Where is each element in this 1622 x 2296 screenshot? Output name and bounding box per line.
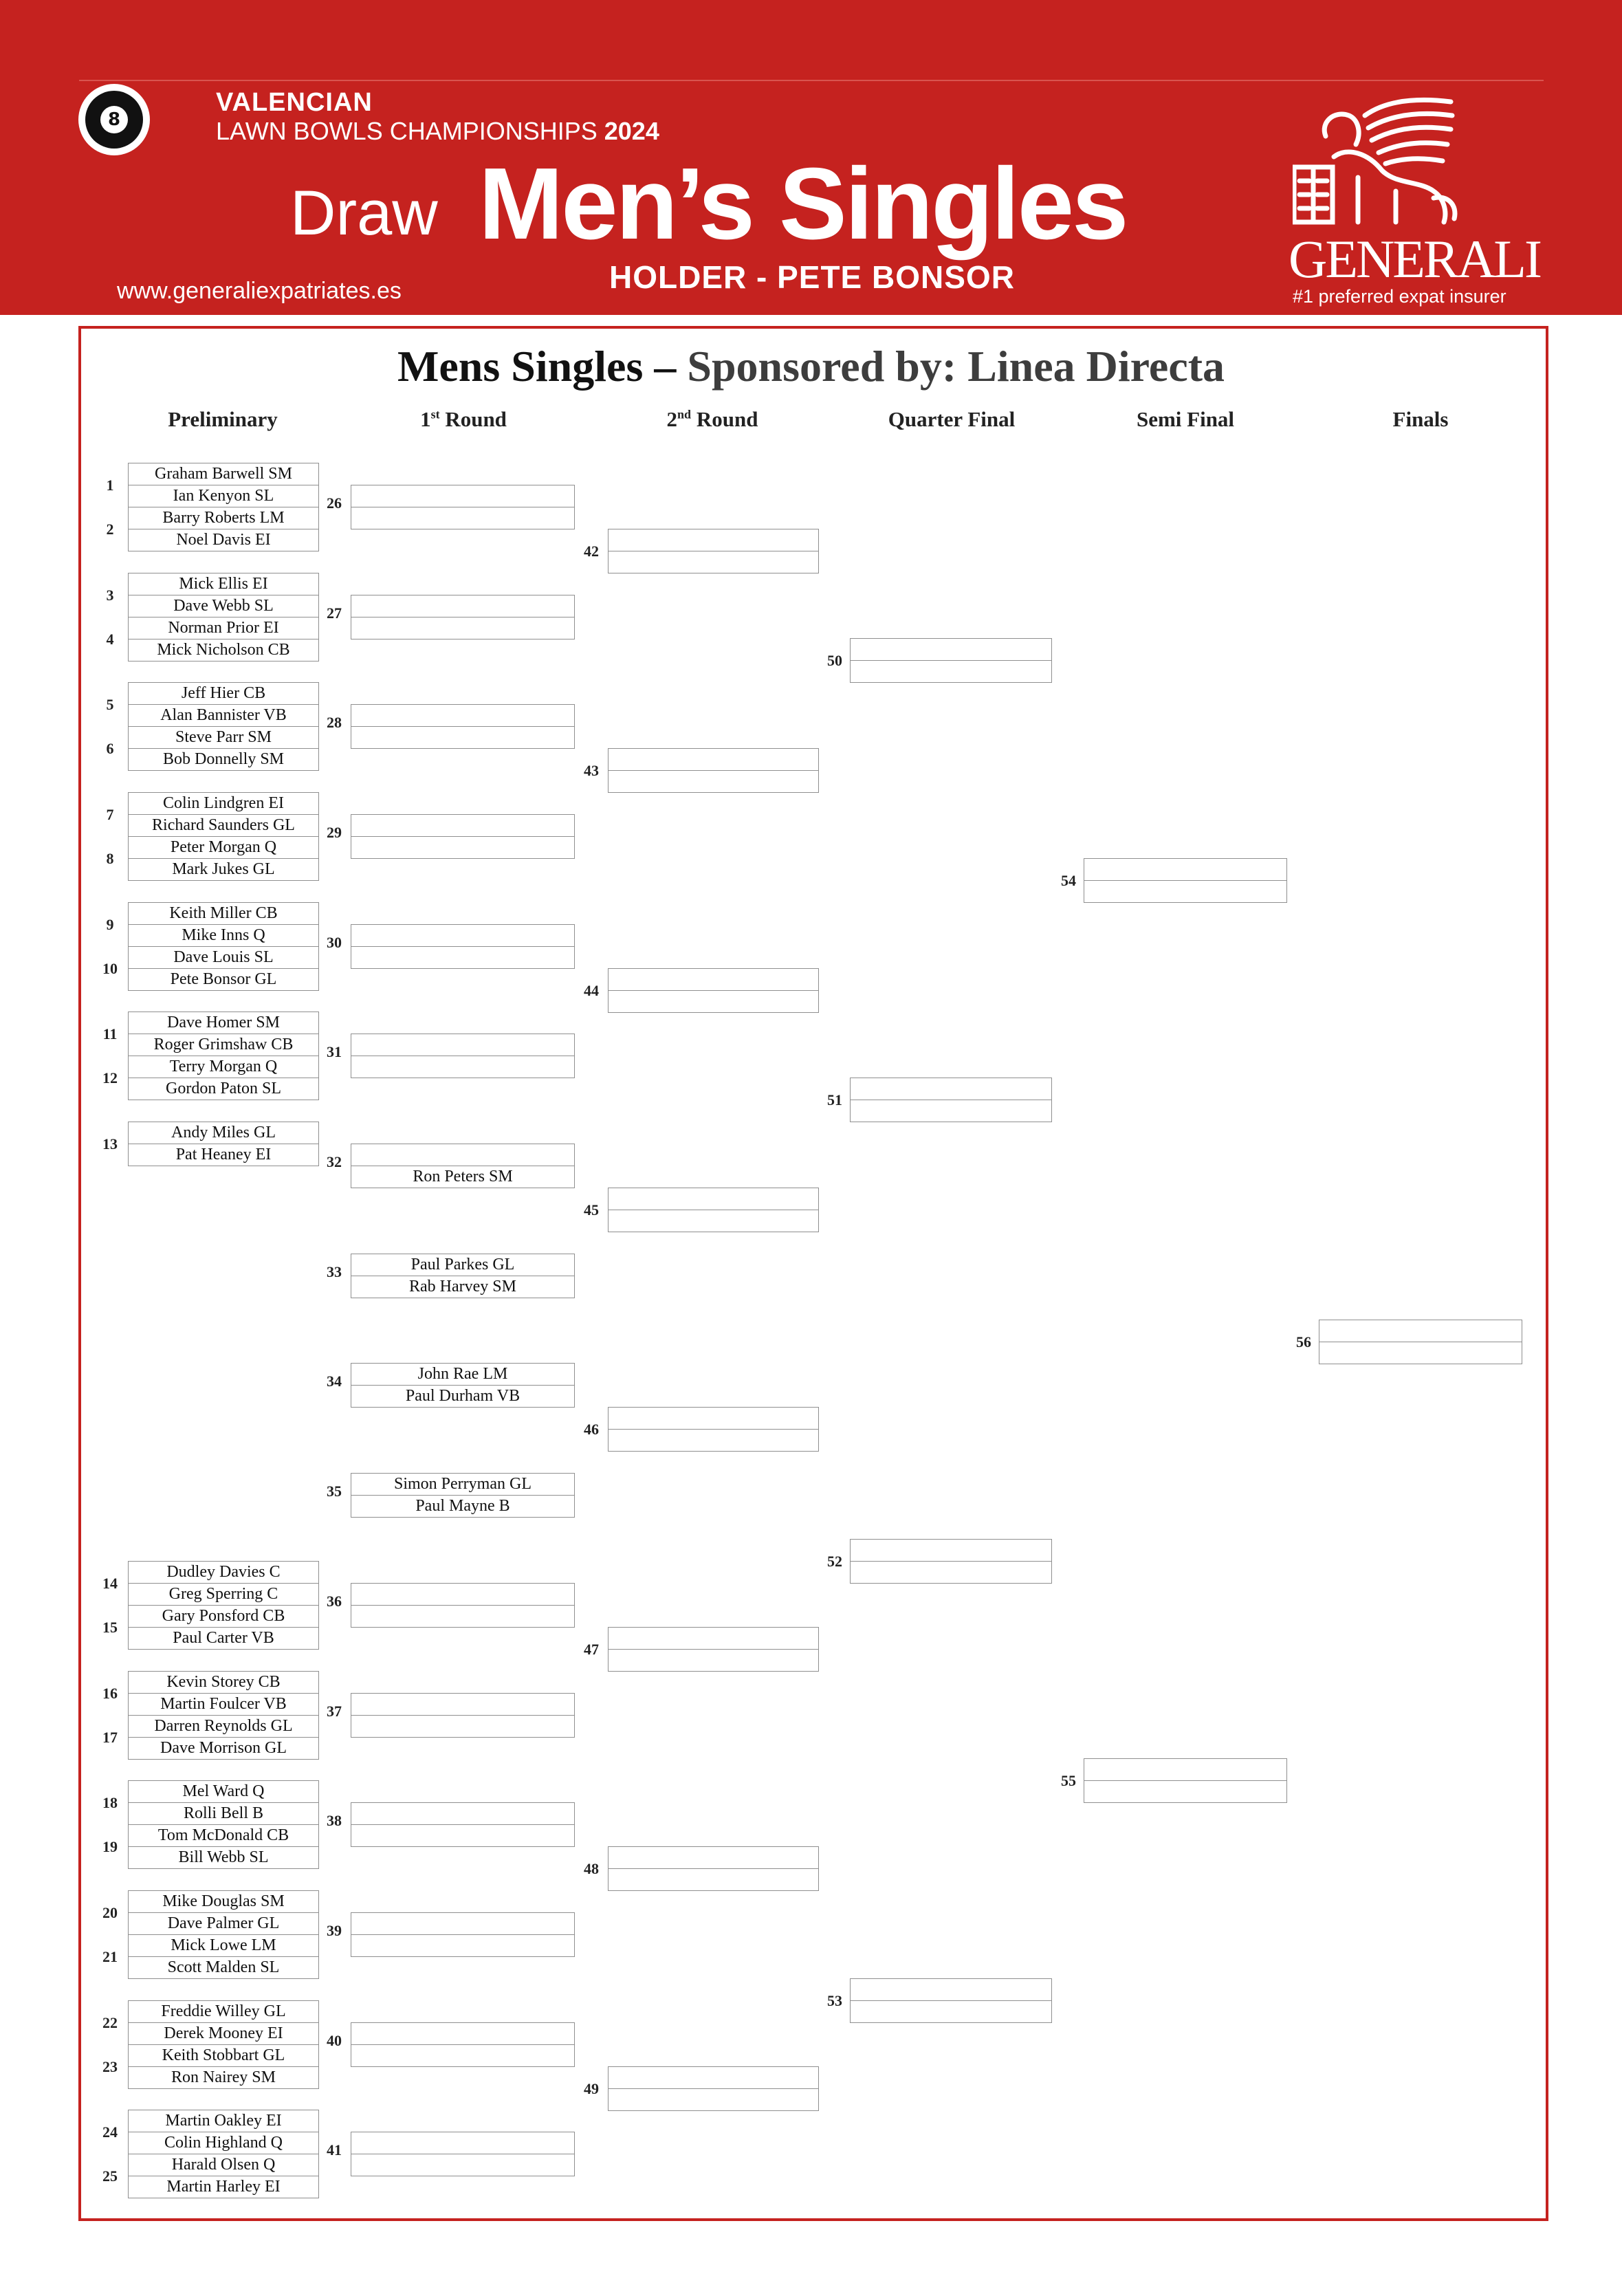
preliminary-player-slot: Graham Barwell SM bbox=[128, 463, 319, 485]
round1-empty-slot bbox=[351, 507, 575, 529]
sponsor-text: Sponsored by: Linea Directa bbox=[687, 342, 1225, 391]
ball-number: 8 bbox=[100, 106, 128, 133]
quarter-final-empty-slot bbox=[850, 2000, 1052, 2023]
preliminary-player-slot: Dave Morrison GL bbox=[128, 1737, 319, 1760]
round1-match-number: 28 bbox=[327, 714, 342, 731]
semi-final-empty-slot bbox=[1084, 858, 1287, 881]
column-header-quarter-final: Quarter Final bbox=[888, 407, 1016, 431]
round1-match-number: 33 bbox=[327, 1263, 342, 1280]
preliminary-player-slot: Mick Ellis EI bbox=[128, 573, 319, 595]
round2-match-number: 43 bbox=[584, 762, 599, 779]
bowls-ball-icon bbox=[78, 84, 150, 155]
preliminary-match-number: 15 bbox=[102, 1619, 118, 1636]
round1-match-number: 35 bbox=[327, 1483, 342, 1500]
preliminary-player-slot: Dave Homer SM bbox=[128, 1012, 319, 1034]
header-divider bbox=[79, 80, 1544, 81]
round1-empty-slot bbox=[351, 924, 575, 947]
round2-empty-slot bbox=[608, 1627, 819, 1650]
quarter-final-match-number: 53 bbox=[827, 1992, 842, 2009]
round1-player-slot: Simon Perryman GL bbox=[351, 1473, 575, 1496]
preliminary-match-number: 14 bbox=[102, 1575, 118, 1592]
column-header-round2: 2nd Round bbox=[666, 407, 758, 431]
preliminary-player-slot: Mick Nicholson CB bbox=[128, 639, 319, 662]
round1-empty-slot bbox=[351, 946, 575, 969]
preliminary-match-number: 1 bbox=[106, 477, 114, 494]
final-empty-slot bbox=[1319, 1342, 1522, 1364]
column-header-preliminary: Preliminary bbox=[168, 407, 278, 431]
preliminary-player-slot: Harald Olsen Q bbox=[128, 2154, 319, 2176]
quarter-final-empty-slot bbox=[850, 638, 1052, 661]
draw-label: Draw bbox=[290, 178, 438, 248]
round1-match-number: 38 bbox=[327, 1812, 342, 1829]
round2-empty-slot bbox=[608, 990, 819, 1013]
column-header-round1: 1st Round bbox=[420, 407, 507, 431]
quarter-final-empty-slot bbox=[850, 660, 1052, 683]
round2-match-number: 46 bbox=[584, 1421, 599, 1438]
round1-player-slot: John Rae LM bbox=[351, 1363, 575, 1386]
round2-empty-slot bbox=[608, 2088, 819, 2111]
preliminary-player-slot: Bob Donnelly SM bbox=[128, 748, 319, 771]
preliminary-player-slot: Peter Morgan Q bbox=[128, 836, 319, 859]
preliminary-player-slot: Jeff Hier CB bbox=[128, 682, 319, 705]
preliminary-match-number: 8 bbox=[106, 850, 114, 867]
round1-empty-slot bbox=[351, 814, 575, 837]
round1-empty-slot bbox=[351, 1715, 575, 1738]
round1-empty-slot bbox=[351, 1824, 575, 1847]
preliminary-player-slot: Martin Oakley EI bbox=[128, 2110, 319, 2132]
preliminary-player-slot: Roger Grimshaw CB bbox=[128, 1034, 319, 1056]
round2-empty-slot bbox=[608, 1210, 819, 1232]
round2-match-number: 45 bbox=[584, 1201, 599, 1218]
championship-subtitle: LAWN BOWLS CHAMPIONSHIPS 2024 bbox=[216, 117, 659, 145]
preliminary-player-slot: Freddie Willey GL bbox=[128, 2000, 319, 2023]
round1-player-slot: Paul Parkes GL bbox=[351, 1254, 575, 1276]
winged-lion-logo-icon bbox=[1293, 95, 1465, 232]
round1-player-slot: Paul Durham VB bbox=[351, 1385, 575, 1408]
round1-match-number: 29 bbox=[327, 824, 342, 841]
preliminary-player-slot: Keith Miller CB bbox=[128, 902, 319, 925]
holder-text: HOLDER - PETE BONSOR bbox=[609, 259, 1015, 295]
preliminary-player-slot: Noel Davis EI bbox=[128, 529, 319, 551]
preliminary-match-number: 11 bbox=[102, 1025, 118, 1042]
preliminary-player-slot: Mel Ward Q bbox=[128, 1780, 319, 1803]
preliminary-player-slot: Terry Morgan Q bbox=[128, 1056, 319, 1078]
round2-match-number: 49 bbox=[584, 2080, 599, 2097]
preliminary-match-number: 10 bbox=[102, 960, 118, 977]
preliminary-player-slot: Mike Douglas SM bbox=[128, 1890, 319, 1913]
round2-empty-slot bbox=[608, 2066, 819, 2089]
round2-empty-slot bbox=[608, 1649, 819, 1672]
round1-player-slot: Paul Mayne B bbox=[351, 1495, 575, 1518]
brand-tagline: #1 preferred expat insurer bbox=[1293, 286, 1506, 307]
preliminary-match-number: 12 bbox=[102, 1069, 118, 1086]
preliminary-player-slot: Ron Nairey SM bbox=[128, 2066, 319, 2089]
round2-empty-slot bbox=[608, 770, 819, 793]
preliminary-match-number: 13 bbox=[102, 1135, 118, 1152]
header-banner bbox=[0, 0, 1622, 315]
semi-final-empty-slot bbox=[1084, 1758, 1287, 1781]
preliminary-player-slot: Keith Stobbart GL bbox=[128, 2044, 319, 2067]
preliminary-player-slot: Dudley Davies C bbox=[128, 1561, 319, 1584]
semi-final-match-number: 55 bbox=[1061, 1772, 1076, 1789]
website-url: www.generaliexpatriates.es bbox=[117, 278, 402, 304]
round1-match-number: 30 bbox=[327, 934, 342, 951]
brand-wordmark: GENERALI bbox=[1289, 229, 1540, 289]
round2-match-number: 47 bbox=[584, 1641, 599, 1658]
preliminary-player-slot: Mike Inns Q bbox=[128, 924, 319, 947]
preliminary-match-number: 18 bbox=[102, 1794, 118, 1811]
preliminary-player-slot: Dave Palmer GL bbox=[128, 1912, 319, 1935]
preliminary-match-number: 21 bbox=[102, 1948, 118, 1965]
preliminary-player-slot: Martin Harley EI bbox=[128, 2176, 319, 2198]
final-empty-slot bbox=[1319, 1320, 1522, 1342]
final-match-number: 56 bbox=[1296, 1333, 1311, 1351]
preliminary-match-number: 20 bbox=[102, 1904, 118, 1921]
preliminary-player-slot: Paul Carter VB bbox=[128, 1627, 319, 1650]
preliminary-player-slot: Pat Heaney EI bbox=[128, 1144, 319, 1166]
preliminary-match-number: 24 bbox=[102, 2123, 118, 2141]
championship-year: 2024 bbox=[604, 117, 659, 145]
preliminary-match-number: 25 bbox=[102, 2167, 118, 2185]
preliminary-match-number: 3 bbox=[106, 587, 114, 604]
quarter-final-empty-slot bbox=[850, 1561, 1052, 1584]
preliminary-player-slot: Alan Bannister VB bbox=[128, 704, 319, 727]
quarter-final-match-number: 51 bbox=[827, 1091, 842, 1108]
round2-match-number: 42 bbox=[584, 543, 599, 560]
preliminary-match-number: 23 bbox=[102, 2058, 118, 2075]
preliminary-player-slot: Rolli Bell B bbox=[128, 1802, 319, 1825]
round1-player-slot: Rab Harvey SM bbox=[351, 1276, 575, 1298]
round1-empty-slot bbox=[351, 485, 575, 507]
round1-empty-slot bbox=[351, 1934, 575, 1957]
round1-empty-slot bbox=[351, 1034, 575, 1056]
round1-match-number: 39 bbox=[327, 1922, 342, 1939]
round2-empty-slot bbox=[608, 551, 819, 573]
round1-match-number: 27 bbox=[327, 604, 342, 622]
preliminary-match-number: 17 bbox=[102, 1729, 118, 1746]
preliminary-match-number: 5 bbox=[106, 696, 114, 713]
round2-empty-slot bbox=[608, 529, 819, 551]
preliminary-player-slot: Gary Ponsford CB bbox=[128, 1605, 319, 1628]
round2-empty-slot bbox=[608, 1429, 819, 1452]
round1-player-slot: Ron Peters SM bbox=[351, 1166, 575, 1188]
event-title: Men’s Singles bbox=[479, 147, 1127, 261]
quarter-final-match-number: 50 bbox=[827, 652, 842, 669]
preliminary-player-slot: Scott Malden SL bbox=[128, 1956, 319, 1979]
column-header-finals: Finals bbox=[1392, 407, 1449, 431]
preliminary-player-slot: Tom McDonald CB bbox=[128, 1824, 319, 1847]
preliminary-player-slot: Dave Webb SL bbox=[128, 595, 319, 617]
round1-empty-slot bbox=[351, 2044, 575, 2067]
preliminary-player-slot: Steve Parr SM bbox=[128, 726, 319, 749]
round1-empty-slot bbox=[351, 2154, 575, 2176]
preliminary-player-slot: Barry Roberts LM bbox=[128, 507, 319, 529]
round1-match-number: 31 bbox=[327, 1043, 342, 1060]
preliminary-player-slot: Mick Lowe LM bbox=[128, 1934, 319, 1957]
round1-match-number: 36 bbox=[327, 1593, 342, 1610]
round1-empty-slot bbox=[351, 2022, 575, 2045]
round1-empty-slot bbox=[351, 1802, 575, 1825]
preliminary-player-slot: Pete Bonsor GL bbox=[128, 968, 319, 991]
semi-final-match-number: 54 bbox=[1061, 872, 1076, 889]
round1-empty-slot bbox=[351, 1605, 575, 1628]
preliminary-match-number: 16 bbox=[102, 1685, 118, 1702]
preliminary-player-slot: Bill Webb SL bbox=[128, 1846, 319, 1869]
preliminary-player-slot: Colin Lindgren EI bbox=[128, 792, 319, 815]
preliminary-player-slot: Richard Saunders GL bbox=[128, 814, 319, 837]
preliminary-player-slot: Gordon Paton SL bbox=[128, 1078, 319, 1100]
preliminary-player-slot: Mark Jukes GL bbox=[128, 858, 319, 881]
quarter-final-match-number: 52 bbox=[827, 1553, 842, 1570]
round2-empty-slot bbox=[608, 1868, 819, 1891]
round2-empty-slot bbox=[608, 748, 819, 771]
round2-empty-slot bbox=[608, 1846, 819, 1869]
round1-empty-slot bbox=[351, 836, 575, 859]
preliminary-player-slot: Andy Miles GL bbox=[128, 1122, 319, 1144]
round1-empty-slot bbox=[351, 1583, 575, 1606]
round1-match-number: 37 bbox=[327, 1703, 342, 1720]
column-header-semi-final: Semi Final bbox=[1136, 407, 1235, 431]
preliminary-player-slot: Dave Louis SL bbox=[128, 946, 319, 969]
round1-empty-slot bbox=[351, 1144, 575, 1166]
round1-empty-slot bbox=[351, 617, 575, 639]
preliminary-player-slot: Derek Mooney EI bbox=[128, 2022, 319, 2045]
semi-final-empty-slot bbox=[1084, 880, 1287, 903]
preliminary-match-number: 7 bbox=[106, 806, 114, 823]
round2-empty-slot bbox=[608, 968, 819, 991]
document-title: Mens Singles – Sponsored by: Linea Directa bbox=[397, 342, 1225, 391]
round2-empty-slot bbox=[608, 1407, 819, 1430]
round1-empty-slot bbox=[351, 704, 575, 727]
preliminary-match-number: 6 bbox=[106, 740, 114, 757]
championship-name: VALENCIAN bbox=[216, 88, 373, 117]
preliminary-player-slot: Kevin Storey CB bbox=[128, 1671, 319, 1694]
preliminary-player-slot: Greg Sperring C bbox=[128, 1583, 319, 1606]
round1-empty-slot bbox=[351, 595, 575, 617]
preliminary-player-slot: Norman Prior EI bbox=[128, 617, 319, 639]
preliminary-match-number: 19 bbox=[102, 1838, 118, 1855]
preliminary-match-number: 4 bbox=[106, 631, 114, 648]
preliminary-match-number: 9 bbox=[106, 916, 114, 933]
round2-empty-slot bbox=[608, 1188, 819, 1210]
preliminary-match-number: 22 bbox=[102, 2014, 118, 2031]
round1-empty-slot bbox=[351, 726, 575, 749]
round1-match-number: 26 bbox=[327, 494, 342, 512]
quarter-final-empty-slot bbox=[850, 1078, 1052, 1100]
semi-final-empty-slot bbox=[1084, 1780, 1287, 1803]
preliminary-player-slot: Colin Highland Q bbox=[128, 2132, 319, 2154]
round1-empty-slot bbox=[351, 1693, 575, 1716]
round1-match-number: 41 bbox=[327, 2141, 342, 2158]
quarter-final-empty-slot bbox=[850, 1539, 1052, 1562]
round1-match-number: 34 bbox=[327, 1373, 342, 1390]
preliminary-player-slot: Ian Kenyon SL bbox=[128, 485, 319, 507]
quarter-final-empty-slot bbox=[850, 1100, 1052, 1122]
preliminary-match-number: 2 bbox=[106, 521, 114, 538]
quarter-final-empty-slot bbox=[850, 1978, 1052, 2001]
round1-match-number: 32 bbox=[327, 1153, 342, 1170]
preliminary-player-slot: Darren Reynolds GL bbox=[128, 1715, 319, 1738]
round1-match-number: 40 bbox=[327, 2032, 342, 2049]
round1-empty-slot bbox=[351, 1056, 575, 1078]
round1-empty-slot bbox=[351, 2132, 575, 2154]
round1-empty-slot bbox=[351, 1912, 575, 1935]
round2-match-number: 44 bbox=[584, 982, 599, 999]
preliminary-player-slot: Martin Foulcer VB bbox=[128, 1693, 319, 1716]
round2-match-number: 48 bbox=[584, 1860, 599, 1877]
